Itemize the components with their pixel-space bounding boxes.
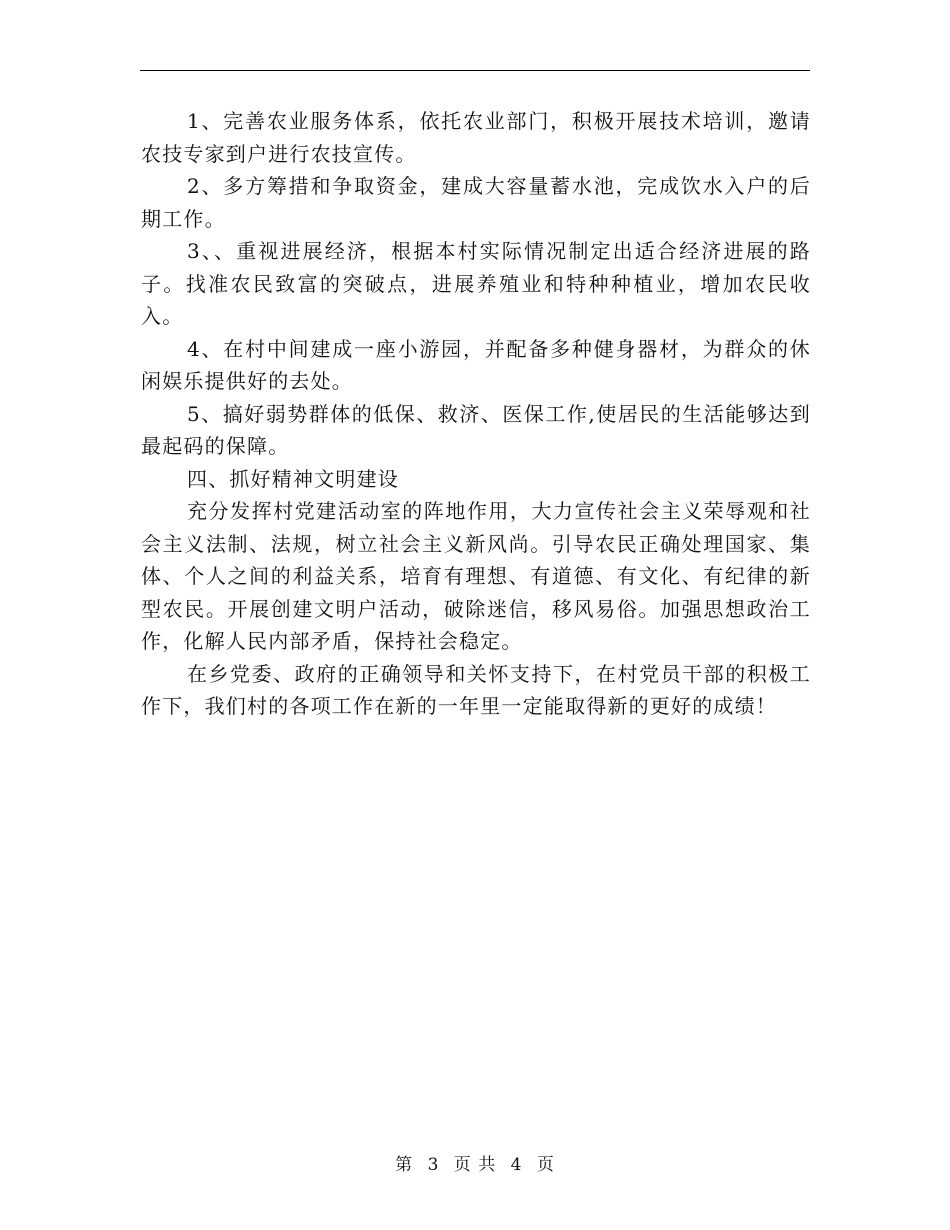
footer-middle: 页 共 (453, 1155, 497, 1175)
footer-suffix: 页 (536, 1155, 555, 1175)
paragraph-item-1: 1、完善农业服务体系，依托农业部门，积极开展技术培训，邀请农技专家到户进行农技宣传。 (141, 109, 811, 166)
paragraph-item-5: 5、搞好弱势群体的低保、救济、医保工作,使居民的生活能够达到最起码的保障。 (141, 401, 811, 458)
footer-total-pages: 4 (510, 1155, 523, 1175)
section-heading: 四、抓好精神文明建设 (187, 466, 399, 491)
document-body (141, 105, 811, 723)
footer-current-page: 3 (427, 1155, 440, 1175)
page-number-footer (0, 1153, 950, 1177)
paragraph-spiritual-civilization: 充分发挥村党建活动室的阵地作用，大力宣传社会主义荣辱观和社会主义法制、法规，树立社会主义新风尚。引导农民正确处理国家、集体、个人之间的利益关系，培育有理想、有道德、有文化、有纪律的新型农民。开展创建文明户活动，破除迷信，移风易俗。加强思想政治工作，化解人民内部矛盾，保持社会稳定。 (141, 499, 811, 653)
paragraph-item-4: 4、在村中间建成一座小游园，并配备多种健身器材，为群众的休闲娱乐提供好的去处。 (141, 336, 811, 393)
footer-prefix: 第 (395, 1155, 414, 1175)
paragraph-item-3: 3、、重视进展经济，根据本村实际情况制定出适合经济进展的路子。找准农民致富的突破点，进展养殖业和特种种植业，增加农民收入。 (141, 239, 811, 328)
paragraph-item-2: 2、多方筹措和争取资金，建成大容量蓄水池，完成饮水入户的后期工作。 (141, 174, 811, 231)
paragraph-conclusion: 在乡党委、政府的正确领导和关怀支持下，在村党员干部的积极工作下，我们村的各项工作在新的一年里一定能取得新的更好的成绩！ (141, 661, 811, 718)
header-rule (140, 70, 810, 71)
